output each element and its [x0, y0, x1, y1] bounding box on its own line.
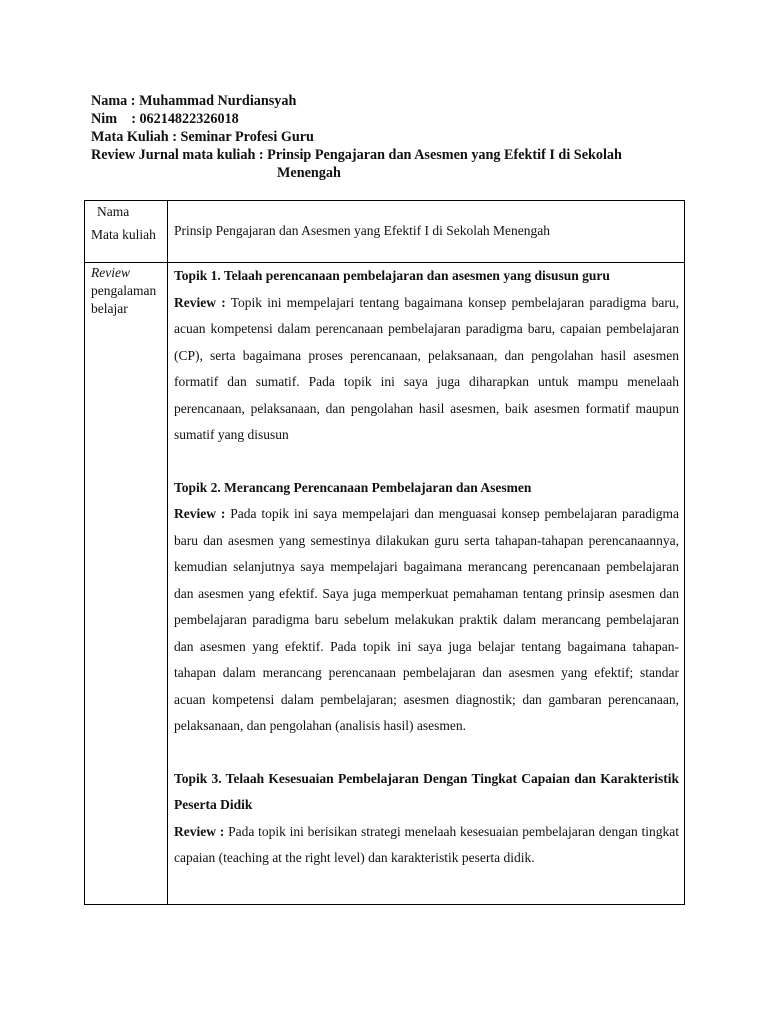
review-content: [174, 263, 679, 872]
topic-3-review-text: Pada topik ini berisikan strategi menelaah kesesuaian pembelajaran dengan tingkat capaian (teaching at the right level) dan karakteristik peserta didik.: [174, 823, 680, 865]
document-header: [91, 92, 691, 182]
topic-1-title: Topik 1. Telaah perencanaan pembelajaran dan asesmen yang disusun guru: [174, 268, 610, 283]
label-review-italic: Review: [91, 265, 130, 280]
review-label: Review :: [174, 506, 226, 521]
course-name: Mata Kuliah : Seminar Profesi Guru: [91, 129, 314, 145]
review-label: Review :: [174, 294, 226, 310]
label-review-rest: pengalaman belajar: [91, 283, 157, 316]
review-title-line-2: Menengah: [277, 165, 341, 181]
topic-2-review: [174, 501, 679, 740]
student-nim: Nim : 06214822326018: [91, 111, 239, 127]
review-table: [84, 200, 685, 905]
review-label: Review :: [174, 823, 225, 839]
student-name: Nama : Muhammad Nurdiansyah: [91, 93, 297, 109]
label-mata-kuliah: Mata kuliah: [91, 227, 156, 242]
topic-3-title: Topik 3. Telaah Kesesuaian Pembelajaran Dengan Tingkat Capaian dan Karakteristik Peserta Didik: [174, 770, 679, 812]
topic-2-title: Topik 2. Merancang Perencanaan Pembelajaran dan Asesmen: [174, 479, 532, 495]
topic-1-review-text: Topik ini mempelajari tentang bagaimana konsep pembelajaran paradigma baru, acuan kompetensi dalam perencanaan pembelajaran paradigma baru, capaian pembelajaran (CP), serta bagaimana proses perencanaan, pelaksanaan, dan pengolahan hasil asesmen formatif dan sumatif. Pada topik ini saya juga diharapkan untuk mampu menelaah perencanaan, pelaksanaan, dan pengolahan hasil asesmen, baik asesmen formatif maupun sumatif yang disusun: [174, 294, 679, 442]
column-divider: [167, 201, 168, 904]
topic-3-review: [174, 819, 679, 872]
course-title-value: Prinsip Pengajaran dan Asesmen yang Efektif I di Sekolah Menengah: [174, 223, 551, 238]
topic-2-review-text: Pada topik ini saya mempelajari dan menguasai konsep pembelajaran paradigma baru dan asesmen yang semestinya dilakukan guru serta tahapan-tahapan perencanaannya, kemudian selanjutnya saya mempelajari bagaimana merancang perencanaan pembelajaran dan asesmen yang efektif. Saya juga memperkuat pemahaman tentang prinsip asesmen dan pembelajaran paradigma baru sebelum melakukan praktik dalam merancang pembelajaran dan asesmen yang efektif. Pada topik ini saya juga belajar tentang bagaimana tahapan-tahapan dalam merancang perencanaan pembelajaran dan asesmen yang efektif; standar acuan kompetensi dalam pembelajaran; asesmen diagnostik; dan gambaran perencanaan, pelaksanaan, dan pengolahan (analisis hasil) asesmen.: [174, 506, 679, 733]
label-nama: Nama: [97, 204, 130, 219]
label-cell-review: [91, 264, 167, 318]
topic-1-review: [174, 290, 679, 449]
label-cell-course: [91, 203, 167, 244]
review-title-line-1: Review Jurnal mata kuliah : Prinsip Pengajaran dan Asesmen yang Efektif I di Sekolah: [91, 147, 622, 163]
